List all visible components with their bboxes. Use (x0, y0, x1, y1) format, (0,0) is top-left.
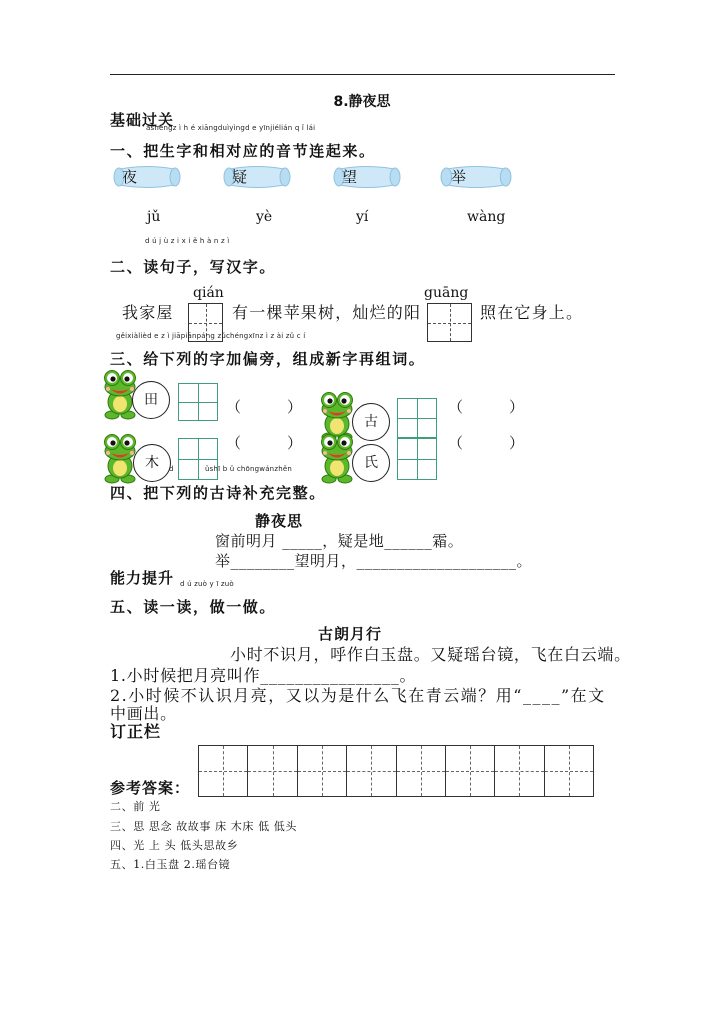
basic-section-label: 基础过关 (110, 111, 175, 129)
correction-box (397, 746, 446, 796)
paren-close: ） (509, 434, 525, 452)
question-5-heading: 五、读一读，做一做。 (110, 598, 277, 616)
paren-open: （ (448, 434, 464, 452)
pinyin-overlay: d ú zuò y ī zuò (180, 580, 234, 588)
blank-pinyin: qián (193, 285, 224, 301)
pinyin-option: wàng (467, 209, 506, 225)
paren-close: ） (287, 398, 303, 416)
sentence-part: 有一棵苹果树，灿烂的阳 (232, 303, 422, 322)
correction-box (298, 746, 347, 796)
correction-box (248, 746, 297, 796)
base-character-circle: 木 (133, 444, 171, 482)
correction-box (495, 746, 544, 796)
paren-open: （ (226, 434, 242, 452)
writing-box (427, 303, 472, 342)
pinyin-overlay: ǎshēngz ì h é xiāngduìyìngd e yīnjiélián q ǐ lái (146, 124, 316, 132)
correction-box (446, 746, 495, 796)
answer-line: 四、光 上 头 低头思故乡 (110, 839, 239, 852)
correction-grid (198, 745, 594, 797)
question-item-continued: 中画出。 (110, 704, 177, 723)
base-character-circle: 古 (352, 403, 390, 441)
pinyin-option: yí (356, 209, 369, 225)
pinyin-overlay: gěixiàlièd e z ì jiāpiānpáng zǔchéngxīnz ì z ài zǔ c í (116, 332, 306, 340)
base-character-circle: 氏 (352, 444, 390, 482)
poem-text: 小时不识月，呼作白玉盘。又疑瑶台镜，飞在白云端。 (230, 645, 631, 664)
character-ribbon (113, 163, 181, 191)
ribbon-character: 疑 (232, 168, 248, 186)
question-1-heading: 一、把生字和相对应的音节连起来。 (110, 142, 376, 160)
sentence-part: 照在它身上。 (480, 303, 584, 322)
question-4-heading: 四、把下列的古诗补充完整。 (110, 484, 326, 502)
tianzige-grid (397, 438, 437, 480)
paren-open: （ (226, 398, 242, 416)
character-ribbon (333, 163, 401, 191)
answer-line: 三、思 思念 故故事 床 木床 低 低头 (110, 820, 297, 833)
poem-title: 古朗月行 (318, 625, 383, 643)
pinyin-overlay: d ú j ù z i x i ě h à n z ì (145, 237, 230, 245)
poem-title: 静夜思 (255, 512, 304, 530)
pinyin-option: jǔ (147, 209, 161, 225)
blank-pinyin: guāng (424, 285, 469, 301)
question-item: 2.小时候不认识月亮，又以为是什么飞在青云端？用“____”在文 (110, 686, 606, 705)
sentence-part: 我家屋 (122, 303, 174, 322)
answers-label: 参考答案： (110, 779, 191, 797)
character-ribbon (223, 163, 291, 191)
ribbon-character: 望 (342, 168, 358, 186)
question-item: 1.小时候把月亮叫作________________。 (110, 666, 417, 685)
pinyin-overlay: d (169, 465, 174, 473)
tianzige-grid (178, 383, 218, 421)
question-2-heading: 二、读句子，写汉字。 (110, 258, 277, 276)
pinyin-option: yè (256, 209, 273, 225)
correction-box (545, 746, 593, 796)
pinyin-overlay: ǔshī b ǔ chōngwánzhěn (205, 465, 292, 473)
correction-box (347, 746, 396, 796)
question-3-heading: 三、给下列的字加偏旁，组成新字再组词。 (110, 350, 426, 368)
character-ribbon (440, 163, 512, 191)
frog-icon (103, 432, 137, 484)
tianzige-grid (178, 438, 218, 480)
poem-line: 举________望明月，____________________。 (215, 552, 533, 570)
answer-line: 二、前 光 (110, 800, 161, 813)
advanced-section-label: 能力提升 (110, 569, 175, 587)
top-rule (110, 74, 615, 75)
paren-close: ） (287, 434, 303, 452)
ribbon-character: 夜 (122, 168, 138, 186)
paren-open: （ (448, 398, 464, 416)
correction-label: 订正栏 (110, 722, 162, 741)
page-title: 8.静夜思 (333, 94, 391, 110)
ribbon-character: 举 (451, 168, 467, 186)
correction-box (199, 746, 248, 796)
base-character-circle: 田 (132, 381, 170, 419)
answer-line: 五、1.白玉盘 2.瑶台镜 (110, 858, 231, 871)
paren-close: ） (509, 398, 525, 416)
poem-line: 窗前明月 _____，疑是地______霜。 (215, 532, 464, 550)
frog-icon (320, 432, 354, 484)
tianzige-grid (397, 398, 437, 438)
